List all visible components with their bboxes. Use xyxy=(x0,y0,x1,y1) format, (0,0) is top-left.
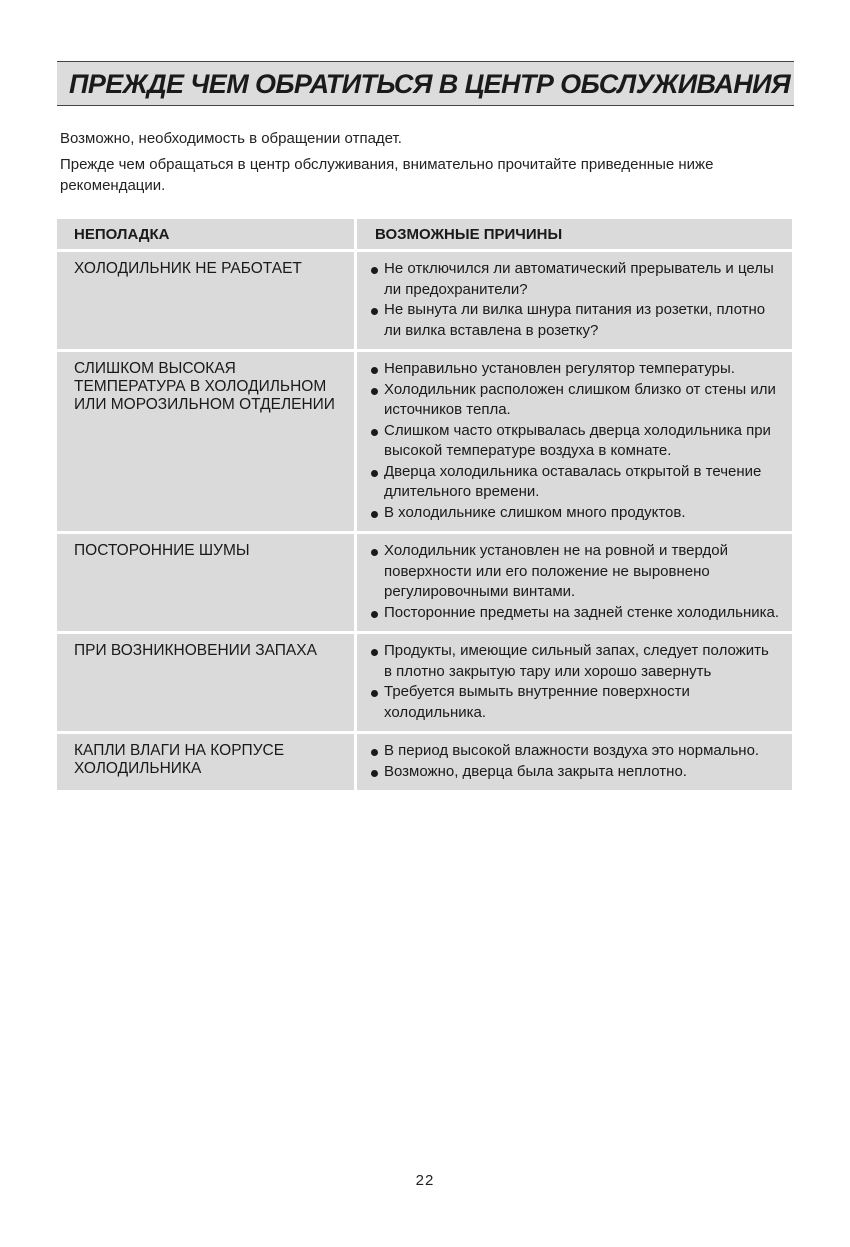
bullet-icon xyxy=(371,770,378,777)
intro-line-1: Возможно, необходимость в обращении отпадет. xyxy=(60,130,402,147)
causes-cell xyxy=(357,352,792,531)
bullet-icon xyxy=(371,267,378,274)
cause-item: Слишком часто открывалась дверца холодильника при высокой температуре воздуха в комнате. xyxy=(371,421,780,462)
cause-item: Требуется вымыть внутренние поверхности холодильника. xyxy=(371,682,780,723)
bullet-icon xyxy=(371,308,378,315)
cause-item: Холодильник расположен слишком близко от стены или источников тепла. xyxy=(371,380,780,421)
problem-cell: ПРИ ВОЗНИКНОВЕНИИ ЗАПАХА xyxy=(57,634,357,731)
column-header-causes: ВОЗМОЖНЫЕ ПРИЧИНЫ xyxy=(357,219,792,249)
bullet-icon xyxy=(371,388,378,395)
cause-item: В холодильнике слишком много продуктов. xyxy=(371,503,780,524)
cause-item: Дверца холодильника оставалась открытой в течение длительного времени. xyxy=(371,462,780,503)
cause-item: В период высокой влажности воздуха это нормально. xyxy=(371,741,780,762)
troubleshooting-table xyxy=(57,219,792,793)
page-header-bar xyxy=(57,61,794,106)
bullet-icon xyxy=(371,511,378,518)
problem-cell: ПОСТОРОННИЕ ШУМЫ xyxy=(57,534,357,631)
bullet-icon xyxy=(371,549,378,556)
cause-item: Продукты, имеющие сильный запах, следует положить в плотно закрытую тару или хорошо завернуть xyxy=(371,641,780,682)
page-number: 22 xyxy=(415,1172,435,1189)
problem-cell: ХОЛОДИЛЬНИК НЕ РАБОТАЕТ xyxy=(57,252,357,349)
table-header-row xyxy=(57,219,792,252)
table-row xyxy=(57,734,792,793)
intro-line-2: Прежде чем обращаться в центр обслуживания, внимательно прочитайте приведенные ниже рекомендации. xyxy=(60,156,714,194)
cause-item: Посторонние предметы на задней стенке холодильника. xyxy=(371,603,780,624)
causes-cell xyxy=(357,634,792,731)
page-title: ПРЕЖДЕ ЧЕМ ОБРАТИТЬСЯ В ЦЕНТР ОБСЛУЖИВАНИЯ xyxy=(69,69,791,99)
table-row xyxy=(57,534,792,634)
bullet-icon xyxy=(371,749,378,756)
cause-item: Холодильник установлен не на ровной и твердой поверхности или его положение не выровнено регулировочными винтами. xyxy=(371,541,780,603)
column-header-problem: НЕПОЛАДКА xyxy=(57,219,357,249)
bullet-icon xyxy=(371,470,378,477)
problem-cell: КАПЛИ ВЛАГИ НА КОРПУСЕ ХОЛОДИЛЬНИКА xyxy=(57,734,357,790)
causes-cell xyxy=(357,534,792,631)
causes-cell xyxy=(357,252,792,349)
bullet-icon xyxy=(371,649,378,656)
cause-item: Возможно, дверца была закрыта неплотно. xyxy=(371,762,780,783)
table-row xyxy=(57,634,792,734)
bullet-icon xyxy=(371,690,378,697)
bullet-icon xyxy=(371,429,378,436)
bullet-icon xyxy=(371,367,378,374)
cause-item: Неправильно установлен регулятор температуры. xyxy=(371,359,780,380)
problem-cell: СЛИШКОМ ВЫСОКАЯ ТЕМПЕРАТУРА В ХОЛОДИЛЬНОМ ИЛИ МОРОЗИЛЬНОМ ОТДЕЛЕНИИ xyxy=(57,352,357,531)
table-row xyxy=(57,252,792,352)
bullet-icon xyxy=(371,611,378,618)
cause-item: Не отключился ли автоматический прерыватель и целы ли предохранители? xyxy=(371,259,780,300)
cause-item: Не вынута ли вилка шнура питания из розетки, плотно ли вилка вставлена в розетку? xyxy=(371,300,780,341)
causes-cell xyxy=(357,734,792,790)
table-row xyxy=(57,352,792,534)
